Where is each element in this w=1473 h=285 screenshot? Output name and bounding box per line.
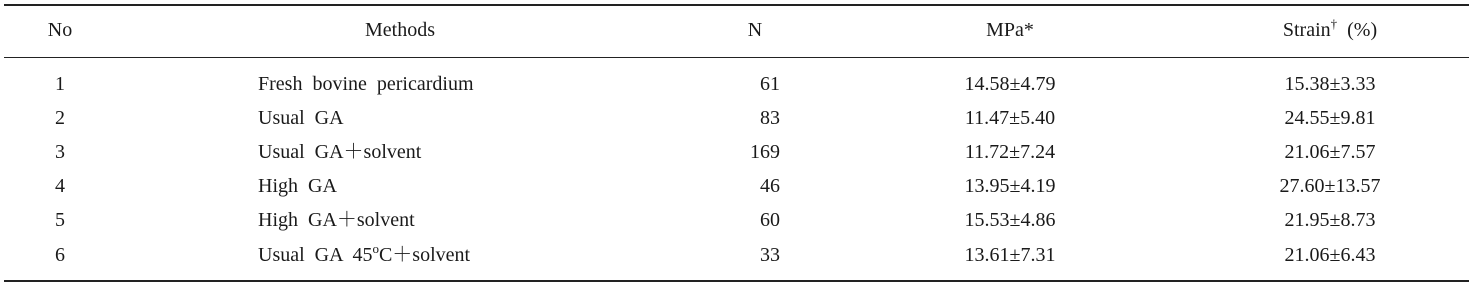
row-4-method: High GA bbox=[258, 175, 337, 197]
row-4-no: 4 bbox=[55, 175, 65, 197]
header-no: No bbox=[47, 19, 73, 41]
row-5-strain: 21.95±8.73 bbox=[1284, 209, 1376, 231]
row-6-no: 6 bbox=[55, 244, 65, 266]
row-3-mpa: 11.72±7.24 bbox=[964, 141, 1056, 163]
header-methods: Methods bbox=[365, 19, 435, 41]
row-2-strain: 24.55±9.81 bbox=[1284, 107, 1376, 129]
header-strain-unit: (%) bbox=[1347, 19, 1378, 41]
row-2-no: 2 bbox=[55, 107, 65, 129]
dagger-mark: † bbox=[1330, 16, 1338, 31]
row-5-n: 60 bbox=[760, 209, 780, 231]
row-5-no: 5 bbox=[55, 209, 65, 231]
row-2-method: Usual GA bbox=[258, 107, 344, 129]
row-3-n: 169 bbox=[750, 141, 780, 163]
header-n: N bbox=[747, 19, 763, 41]
row-4-n: 46 bbox=[760, 175, 780, 197]
row-3-strain: 21.06±7.57 bbox=[1284, 141, 1376, 163]
row-6-method bbox=[258, 243, 470, 267]
header-strain-label: Strain bbox=[1282, 19, 1331, 41]
header-strain bbox=[1230, 18, 1430, 42]
row-2-n: 83 bbox=[760, 107, 780, 129]
row-1-n: 61 bbox=[760, 73, 780, 95]
header-rule bbox=[4, 57, 1469, 58]
row-4-strain: 27.60±13.57 bbox=[1279, 175, 1381, 197]
row-2-mpa: 11.47±5.40 bbox=[964, 107, 1056, 129]
row-6-method-pre: Usual GA 45 bbox=[258, 244, 373, 266]
top-rule bbox=[4, 4, 1469, 6]
row-6-method-post: C＋solvent bbox=[378, 244, 471, 266]
row-4-mpa: 13.95±4.19 bbox=[964, 175, 1056, 197]
header-strain-space bbox=[1337, 19, 1347, 41]
row-6-strain: 21.06±6.43 bbox=[1284, 244, 1376, 266]
row-1-strain: 15.38±3.33 bbox=[1284, 73, 1376, 95]
row-3-no: 3 bbox=[55, 141, 65, 163]
degree-mark: o bbox=[372, 241, 379, 256]
row-5-mpa: 15.53±4.86 bbox=[964, 209, 1056, 231]
row-5-method: High GA＋solvent bbox=[258, 209, 415, 231]
row-6-mpa: 13.61±7.31 bbox=[964, 244, 1056, 266]
row-6-n: 33 bbox=[760, 244, 780, 266]
row-1-no: 1 bbox=[55, 73, 65, 95]
row-1-method: Fresh bovine pericardium bbox=[258, 73, 474, 95]
row-3-method: Usual GA＋solvent bbox=[258, 141, 422, 163]
header-mpa: MPa* bbox=[986, 19, 1034, 41]
bottom-rule bbox=[4, 280, 1469, 282]
row-1-mpa: 14.58±4.79 bbox=[964, 73, 1056, 95]
